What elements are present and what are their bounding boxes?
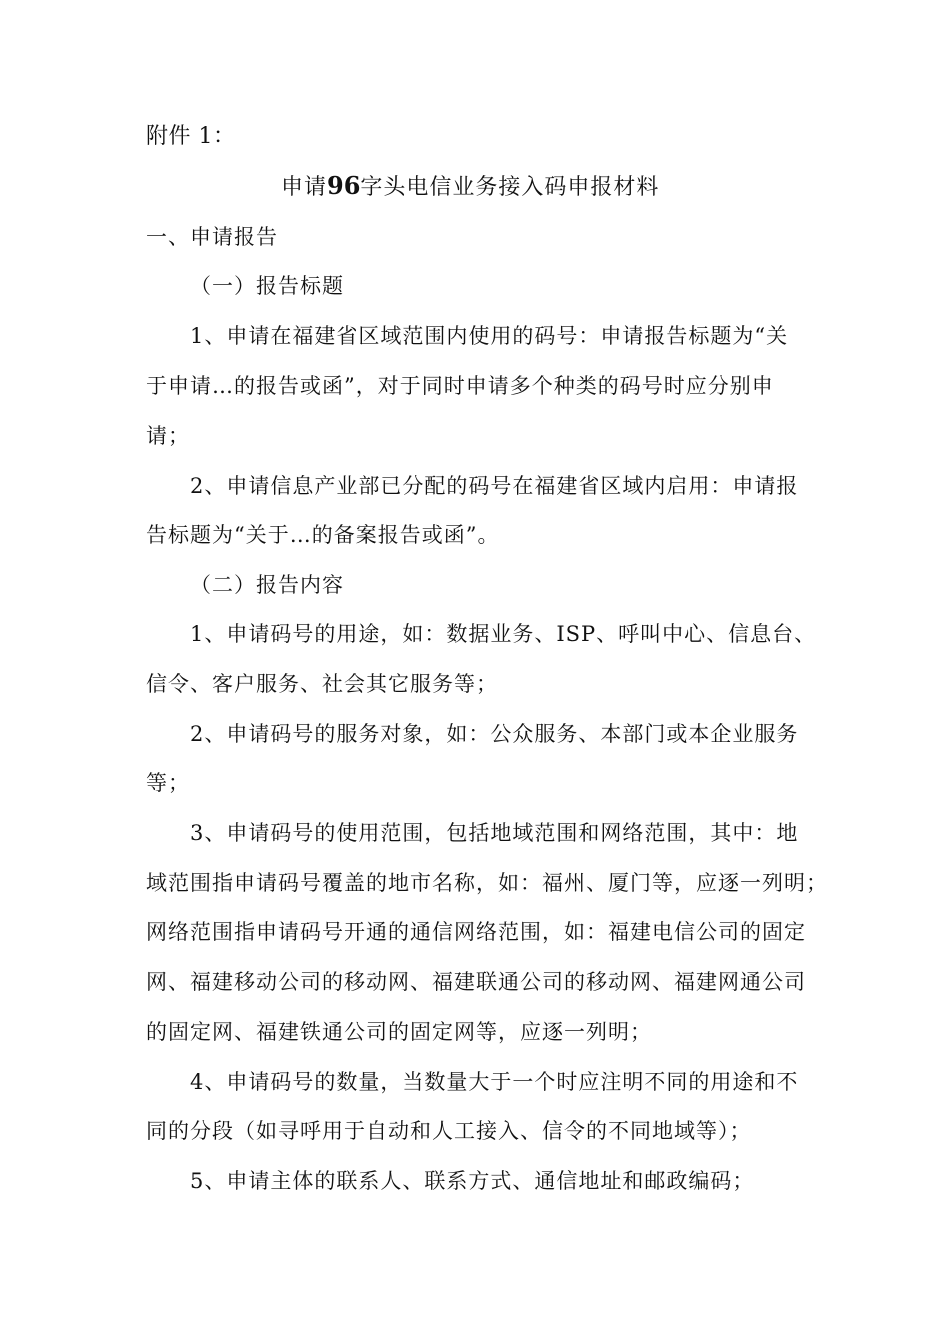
paragraph-line: 告标题为“关于…的备案报告或函”。 [146,523,500,547]
paragraph-line: 的固定网、福建铁通公司的固定网等，应逐一列明； [146,1020,652,1044]
paragraph-line: 域范围指申请码号覆盖的地市名称，如：福州、厦门等，应逐一列明； [146,871,828,895]
paragraph-line: 请； [146,424,190,448]
subsection-heading: （二）报告内容 [190,573,344,597]
paragraph-line: 2、申请信息产业部已分配的码号在福建省区域内启用：申请报 [190,474,799,498]
paragraph-line: 4、申请码号的数量，当数量大于一个时应注明不同的用途和不 [190,1070,799,1094]
subsection-heading: （一）报告标题 [190,274,344,298]
paragraph-line: 等； [146,771,190,795]
paragraph-line: 网络范围指申请码号开通的通信网络范围，如：福建电信公司的固定 [146,920,806,944]
paragraph-line: 网、福建移动公司的移动网、福建联通公司的移动网、福建网通公司 [146,970,806,994]
document-title [281,173,659,201]
paragraph-line: 信令、客户服务、社会其它服务等； [146,672,498,696]
paragraph-line: 5、申请主体的联系人、联系方式、通信地址和邮政编码； [190,1169,755,1193]
title-prefix: 申请 [281,175,328,200]
paragraph-line: 1、申请在福建省区域范围内使用的码号：申请报告标题为“关 [190,324,789,348]
paragraph-line: 1、申请码号的用途，如：数据业务、ISP、呼叫中心、信息台、 [190,622,817,646]
title-number: 96 [327,171,361,200]
paragraph-line: 同的分段（如寻呼用于自动和人工接入、信令的不同地域等）； [146,1119,752,1143]
paragraph-line: 于申请…的报告或函”，对于同时申请多个种类的码号时应分别申 [146,374,774,398]
attachment-label: 附件 1： [146,124,236,149]
title-suffix: 字头电信业务接入码申报材料 [360,175,660,200]
paragraph-line: 3、申请码号的使用范围，包括地域范围和网络范围，其中：地 [190,821,799,845]
section-heading: 一、申请报告 [146,225,278,249]
paragraph-line: 2、申请码号的服务对象，如：公众服务、本部门或本企业服务 [190,722,799,746]
